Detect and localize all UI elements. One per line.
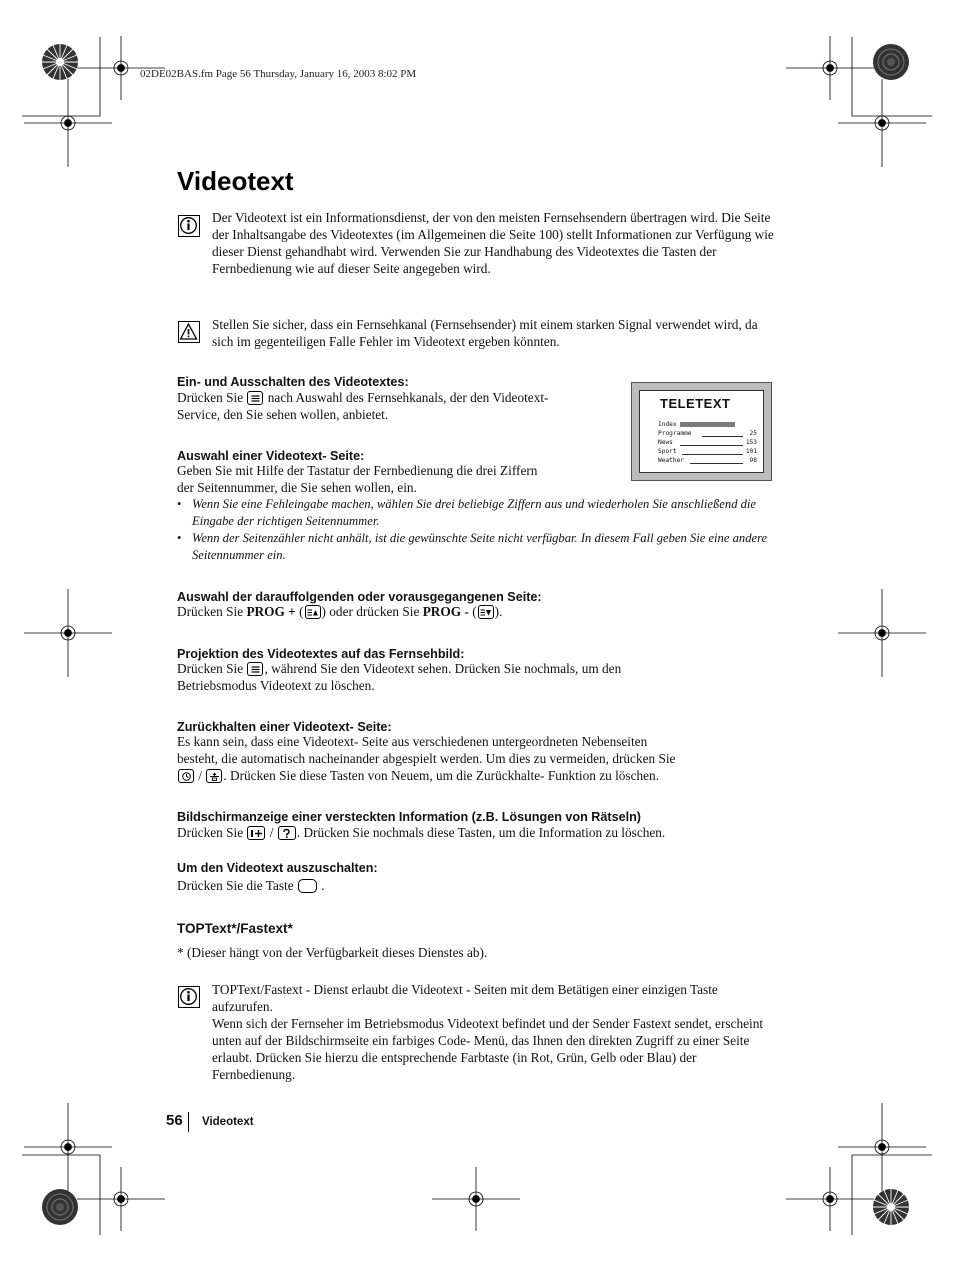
subpage-key-icon — [206, 769, 222, 783]
starburst-top-left — [42, 44, 78, 80]
teletext-leader-line — [702, 436, 743, 437]
reveal-text — [177, 824, 787, 841]
teletext-row-label: Index — [658, 421, 677, 428]
teletext-title: TELETEXT — [660, 396, 731, 411]
starburst-bottom-right — [873, 1189, 909, 1225]
footer-section-label: Videotext — [202, 1116, 254, 1128]
warning-text: Stellen Sie sicher, dass ein Fernsehkanal (Fernsehsender) mit einem starken Signal verwendet wird, da sich im gegenteiligen Falle Fehler im Videotext ergeben könnten. — [212, 317, 758, 349]
teletext-highlight-bar — [680, 422, 735, 427]
bullet: • — [177, 531, 182, 545]
teletext-row-label: Weather — [658, 457, 685, 464]
toptext-para2: Wenn sich der Fernseher im Betriebsmodus Videotext befindet und der Sender Fastext sendet, erscheint unten auf der Bildschirmseite ein farbiges Code- Menü, das Ihnen den direkten Zugriff zu einer Seite erlaubt. Drücken Sie hierzu die entsprechende Farbtaste (in Rot, Grün, Gelb oder Blau) der Fernbedienung. — [212, 1016, 764, 1082]
onoff-text — [177, 389, 627, 423]
nextprev-pre: Drücken Sie — [177, 604, 244, 619]
page-down-key-icon — [478, 605, 494, 619]
teletext-row-value: 25 — [749, 430, 757, 437]
teletext-row-value: 153 — [745, 439, 757, 446]
paren-open: ( — [299, 604, 304, 619]
teletext-leader-line — [680, 445, 743, 446]
paren-open: ( — [472, 604, 477, 619]
teletext-row-label: Sport — [658, 448, 677, 455]
info-icon — [178, 215, 200, 237]
hold-key-icon — [178, 769, 194, 783]
teletext-key-icon — [247, 391, 263, 405]
info-icon — [178, 986, 200, 1008]
teletext-row-value: 98 — [749, 457, 757, 464]
off-text — [177, 877, 577, 894]
hold-line1: Es kann sein, dass eine Videotext- Seite aus verschiedenen untergeordneten Nebenseiten — [177, 734, 648, 749]
reveal-pre: Drücken Sie — [177, 825, 244, 840]
onoff-line2: Service, den Sie sehen wollen, anbietet. — [177, 407, 389, 422]
heading-nextprev: Auswahl der darauffolgenden oder vorausgegangenen Seite: — [177, 590, 542, 604]
list-item — [177, 530, 777, 564]
heading-onoff: Ein- und Ausschalten des Videotextes: — [177, 375, 409, 389]
teletext-leader-line — [690, 463, 743, 464]
teletext-leader-line — [682, 454, 743, 455]
heading-hold: Zurückhalten einer Videotext- Seite: — [177, 720, 392, 734]
nextprev-mid: ) oder drücken Sie — [321, 604, 420, 619]
hold-line2: besteht, die automatisch nacheinander abgespielt werden. Um dies zu vermeiden, drücken Sie — [177, 751, 676, 766]
page-number: 56 — [166, 1112, 183, 1129]
bullet-text: Wenn der Seitenzähler nicht anhält, ist die gewünschte Seite nicht verfügbar. In diesem Fall geben Sie eine andere Seitennummer ein. — [192, 531, 768, 562]
tv-key-icon — [298, 879, 317, 893]
slash: / — [269, 825, 274, 840]
select-line1: Geben Sie mit Hilfe der Tastatur der Fernbedienung die drei Ziffern — [177, 463, 538, 478]
heading-projection: Projektion des Videotextes auf das Fernsehbild: — [177, 647, 465, 661]
off-pre: Drücken Sie die Taste — [177, 878, 294, 893]
projection-line2: Betriebsmodus Videotext zu löschen. — [177, 678, 375, 693]
select-text — [177, 462, 627, 496]
starburst-bottom-left — [42, 1189, 78, 1225]
page-title: Videotext — [177, 166, 294, 196]
intro-text: Der Videotext ist ein Informationsdienst, der von den meisten Fernsehsendern übertragen wird. Die Seite der Inhaltsangabe des Videotextes (im Allgemeinen die Seite 100) stellt Informationen zur Verfügung wie dieser Dienst gehandhabt wird. Verwenden Sie zur Handhabung des Videotextes die Tasten der Fernbedienung wie auf dieser Seite angegeben wird. — [212, 210, 774, 276]
teletext-key-icon — [247, 662, 263, 676]
projection-post: , während Sie den Videotext sehen. Drücken Sie nochmals, um den — [264, 661, 622, 676]
teletext-row-label: News — [658, 439, 673, 446]
question-key-icon — [278, 826, 296, 840]
projection-pre: Drücken Sie — [177, 661, 244, 676]
onoff-post: nach Auswahl des Fernsehkanals, der den Videotext- — [267, 390, 549, 405]
warning-icon — [178, 321, 200, 343]
teletext-row-label: Programme — [658, 430, 692, 437]
prog-minus-label: PROG - — [422, 604, 469, 619]
heading-off: Um den Videotext auszuschalten: — [177, 861, 378, 875]
toptext-footnote: * (Dieser hängt von der Verfügbarkeit dieses Dienstes ab). — [177, 945, 488, 960]
onoff-pre: Drücken Sie — [177, 390, 244, 405]
nextprev-end: ). — [494, 604, 503, 619]
slash: / — [198, 768, 203, 783]
select-bullets — [177, 496, 777, 564]
heading-select: Auswahl einer Videotext- Seite: — [177, 449, 365, 463]
prog-plus-label: PROG + — [246, 604, 296, 619]
info-plus-key-icon — [247, 826, 265, 840]
reveal-post: . Drücken Sie nochmals diese Tasten, um die Information zu löschen. — [296, 825, 666, 840]
heading-toptext: TOPText*/Fastext* — [177, 921, 293, 936]
bullet: • — [177, 497, 182, 511]
off-post: . — [321, 878, 325, 893]
projection-text — [177, 660, 777, 694]
heading-reveal: Bildschirmanzeige einer versteckten Information (z.B. Lösungen von Rätseln) — [177, 810, 641, 824]
teletext-row-value: 101 — [745, 448, 757, 455]
hold-post: . Drücken Sie diese Tasten von Neuem, um die Zurückhalte- Funktion zu löschen. — [223, 768, 660, 783]
file-header: 02DE02BAS.fm Page 56 Thursday, January 16, 2003 8:02 PM — [140, 68, 417, 80]
list-item — [177, 496, 777, 530]
select-line2: der Seitennummer, die Sie sehen wollen, ein. — [177, 480, 417, 495]
nextprev-text — [177, 603, 777, 620]
bullet-text: Wenn Sie eine Fehleingabe machen, wählen Sie drei beliebige Ziffern aus und wiederholen Sie anschließend die Eingabe der richtigen Seitennummer. — [192, 497, 757, 528]
toptext-text — [212, 981, 778, 1083]
hold-text — [177, 733, 787, 784]
starburst-top-right — [873, 44, 909, 80]
page-up-key-icon — [305, 605, 321, 619]
teletext-illustration — [631, 382, 772, 481]
toptext-para1: TOPText/Fastext - Dienst erlaubt die Videotext - Seiten mit dem Betätigen einer einzigen Taste aufzurufen. — [212, 982, 718, 1014]
teletext-screen — [639, 390, 764, 473]
footer-divider — [188, 1112, 189, 1132]
